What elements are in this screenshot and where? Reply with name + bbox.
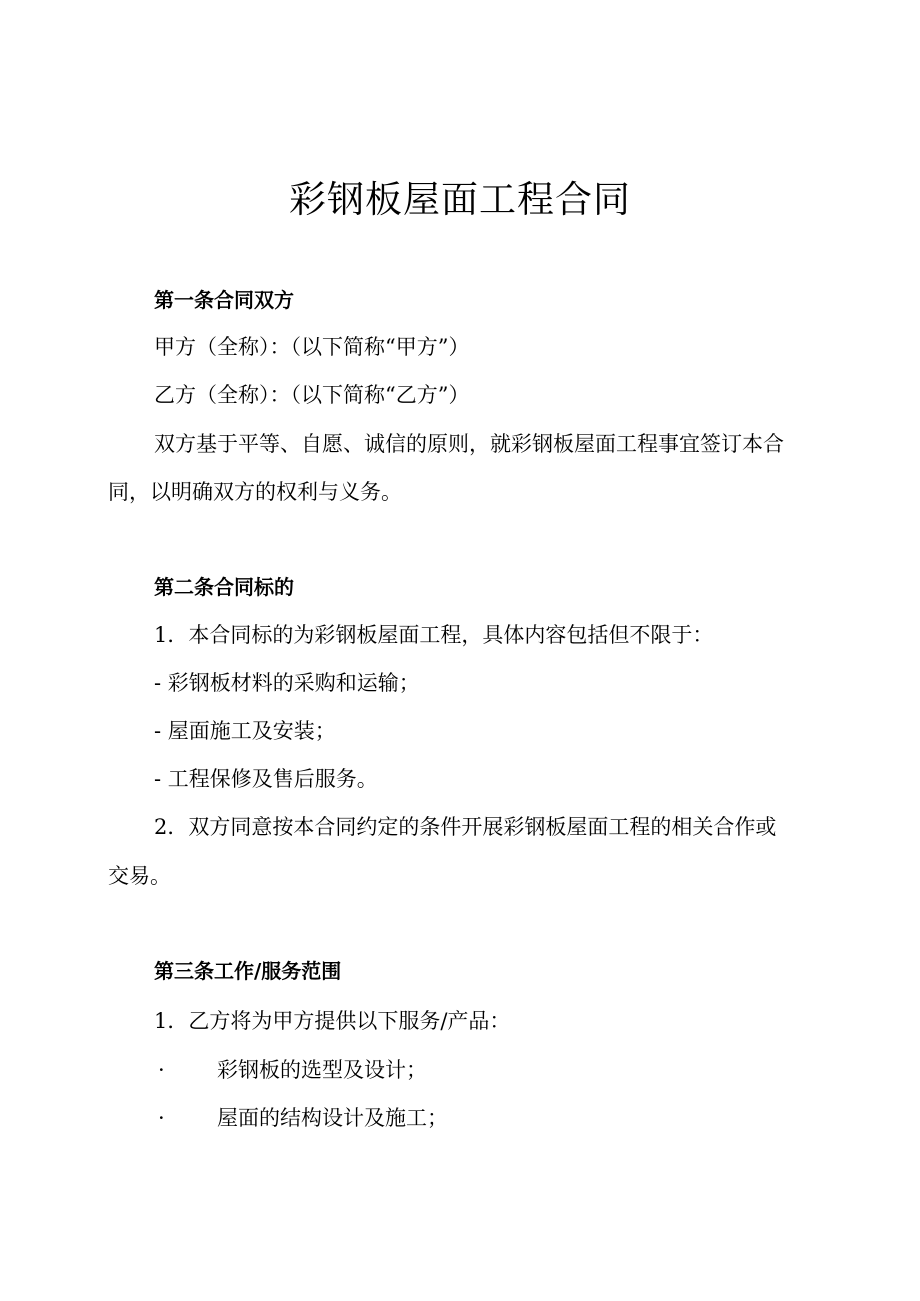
- party-a-line: 甲方（全称）：（以下简称“甲方”）: [154, 335, 470, 359]
- article2-sub-item: - 屋面施工及安装；: [154, 719, 336, 743]
- article2-item2-line2: 交易。: [108, 864, 171, 888]
- article2-item2-line1: 2．双方同意按本合同约定的条件开展彩钢板屋面工程的相关合作或: [154, 815, 777, 839]
- bullet-dot-icon: ·: [158, 1058, 165, 1082]
- article2-sub-item: - 工程保修及售后服务。: [154, 767, 378, 791]
- article3-item1: 1．乙方将为甲方提供以下服务/产品：: [154, 1009, 511, 1033]
- bullet-dot-icon: ·: [158, 1106, 165, 1130]
- article1-intro-line1: 双方基于平等、自愿、诚信的原则，就彩钢板屋面工程事宜签订本合: [154, 432, 784, 456]
- article3-bullet-item: 彩钢板的选型及设计；: [217, 1058, 427, 1082]
- article3-heading: 第三条工作/服务范围: [154, 959, 342, 983]
- article2-item1: 1．本合同标的为彩钢板屋面工程，具体内容包括但不限于：: [154, 623, 714, 647]
- article1-heading: 第一条合同双方: [154, 288, 294, 312]
- article2-sub-item: - 彩钢板材料的采购和运输；: [154, 671, 420, 695]
- party-b-line: 乙方（全称）：（以下简称“乙方”）: [154, 383, 470, 407]
- article2-heading: 第二条合同标的: [154, 575, 294, 599]
- document-title: 彩钢板屋面工程合同: [289, 178, 631, 221]
- article1-intro-line2: 同，以明确双方的权利与义务。: [108, 480, 402, 504]
- article3-bullet-item: 屋面的结构设计及施工；: [217, 1106, 448, 1130]
